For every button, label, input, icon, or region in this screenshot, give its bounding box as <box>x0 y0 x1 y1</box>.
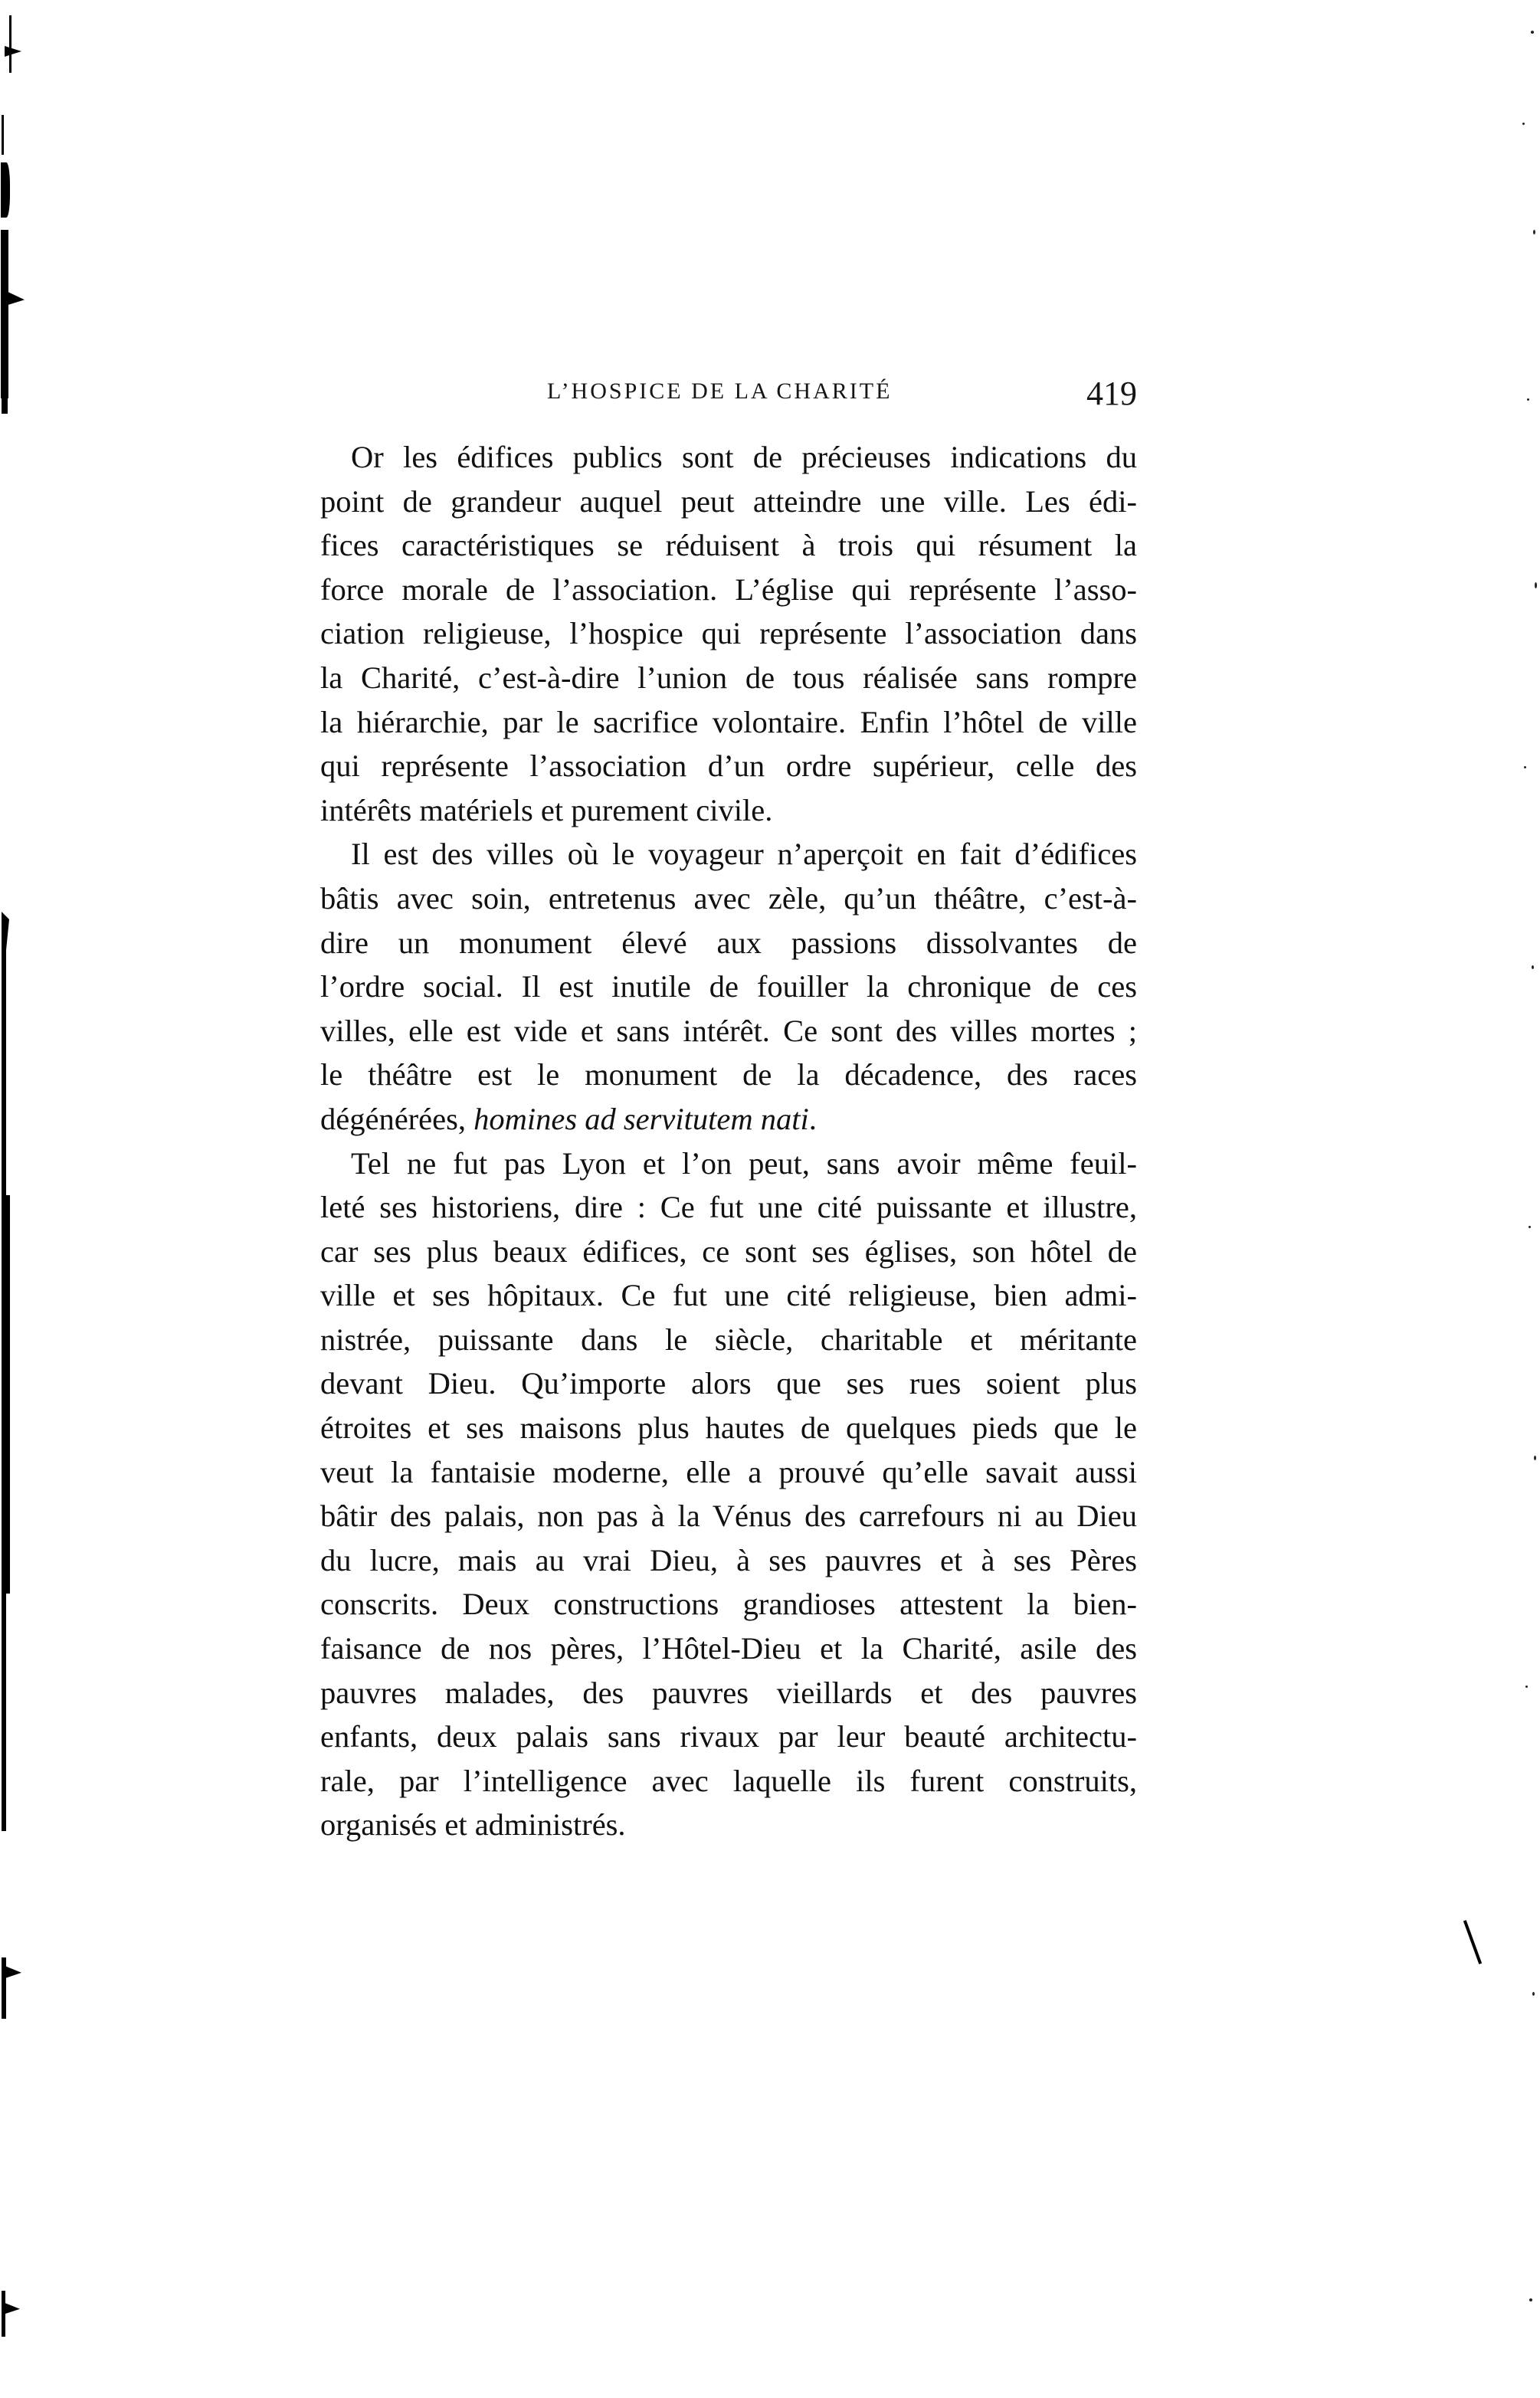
text-line: pauvres malades, des pauvres vieillards et des pauvres <box>320 1675 1137 1710</box>
paragraph-1 <box>320 435 1137 832</box>
scan-shadow-right <box>1509 0 1540 2398</box>
text-line: dire un monument élevé aux passions dissolvantes de <box>320 925 1137 960</box>
text-line: car ses plus beaux édifices, ce sont ses églises, son hôtel de <box>320 1233 1137 1269</box>
running-head-title: L’HOSPICE DE LA CHARITÉ <box>547 378 893 404</box>
text-line: fices caractéristiques se réduisent à trois qui résument la <box>320 528 1137 563</box>
text-line: Tel ne fut pas Lyon et l’on peut, sans avoir même feuil- <box>351 1145 1137 1181</box>
text-line: ville et ses hôpitaux. Ce fut une cité religieuse, bien admi- <box>320 1278 1137 1313</box>
text-line: du lucre, mais au vrai Dieu, à ses pauvres et à ses Pères <box>320 1542 1137 1577</box>
page-number: 419 <box>1086 375 1137 412</box>
line-suffix: . <box>808 1101 817 1136</box>
text-line: étroites et ses maisons plus hautes de quelques pieds que le <box>320 1410 1137 1446</box>
text-line: enfants, deux palais sans rivaux par leur beauté architectu- <box>320 1719 1137 1754</box>
text-line: Or les édifices publics sont de précieuses indications du <box>351 440 1137 474</box>
text-line: la Charité, c’est-à-dire l’union de tous réalisée sans rompre <box>320 660 1137 695</box>
running-head <box>320 374 1137 420</box>
text-line: ciation religieuse, l’hospice qui représente l’association dans <box>320 616 1137 651</box>
text-line: bâtis avec soin, entretenus avec zèle, qu’un théâtre, c’est-à- <box>320 880 1137 916</box>
latin-quote: homines ad servitutem nati <box>473 1101 809 1136</box>
text-line: veut la fantaisie moderne, elle a prouvé qu’elle savait aussi <box>320 1454 1137 1489</box>
text-line: nistrée, puissante dans le siècle, charitable et méritante <box>320 1322 1137 1357</box>
text-line: Il est des villes où le voyageur n’aperçoit en fait d’édifices <box>351 837 1137 872</box>
text-line: qui représente l’association d’un ordre supérieur, celle des <box>320 749 1137 784</box>
text-line: leté ses historiens, dire : Ce fut une cité puissante et illustre, <box>320 1190 1137 1225</box>
text-line: conscrits. Deux constructions grandioses attestent la bien- <box>320 1587 1137 1622</box>
text-line: bâtir des palais, non pas à la Vénus des carrefours ni au Dieu <box>320 1499 1137 1534</box>
text-line: faisance de nos pères, l’Hôtel-Dieu et la Charité, asile des <box>320 1631 1137 1666</box>
paragraph-2 <box>320 832 1137 1141</box>
text-line: intérêts matériels et purement civile. <box>320 792 773 827</box>
text-line: devant Dieu. Qu’importe alors que ses rues soient plus <box>320 1366 1137 1401</box>
scan-shadow-left <box>0 0 31 2398</box>
text-line: organisés et administrés. <box>320 1807 626 1843</box>
paragraph-3 <box>320 1142 1137 1848</box>
text-line: le théâtre est le monument de la décadence, des races <box>320 1057 1137 1093</box>
scan-speck <box>1463 1920 1482 1964</box>
text-line: la hiérarchie, par le sacrifice volontaire. Enfin l’hôtel de ville <box>320 704 1137 739</box>
text-line: force morale de l’association. L’église qui représente l’asso- <box>320 572 1137 607</box>
text-line: point de grandeur auquel peut atteindre une ville. Les édi- <box>320 483 1137 519</box>
text-line <box>320 1097 1137 1142</box>
text-line: l’ordre social. Il est inutile de fouiller la chronique de ces <box>320 969 1137 1004</box>
body-text <box>320 435 1137 1847</box>
text-line: rale, par l’intelligence avec laquelle ils furent construits, <box>320 1763 1137 1798</box>
line-prefix: dégénérées, <box>320 1101 474 1136</box>
text-line: villes, elle est vide et sans intérêt. Ce sont des villes mortes ; <box>320 1013 1137 1048</box>
